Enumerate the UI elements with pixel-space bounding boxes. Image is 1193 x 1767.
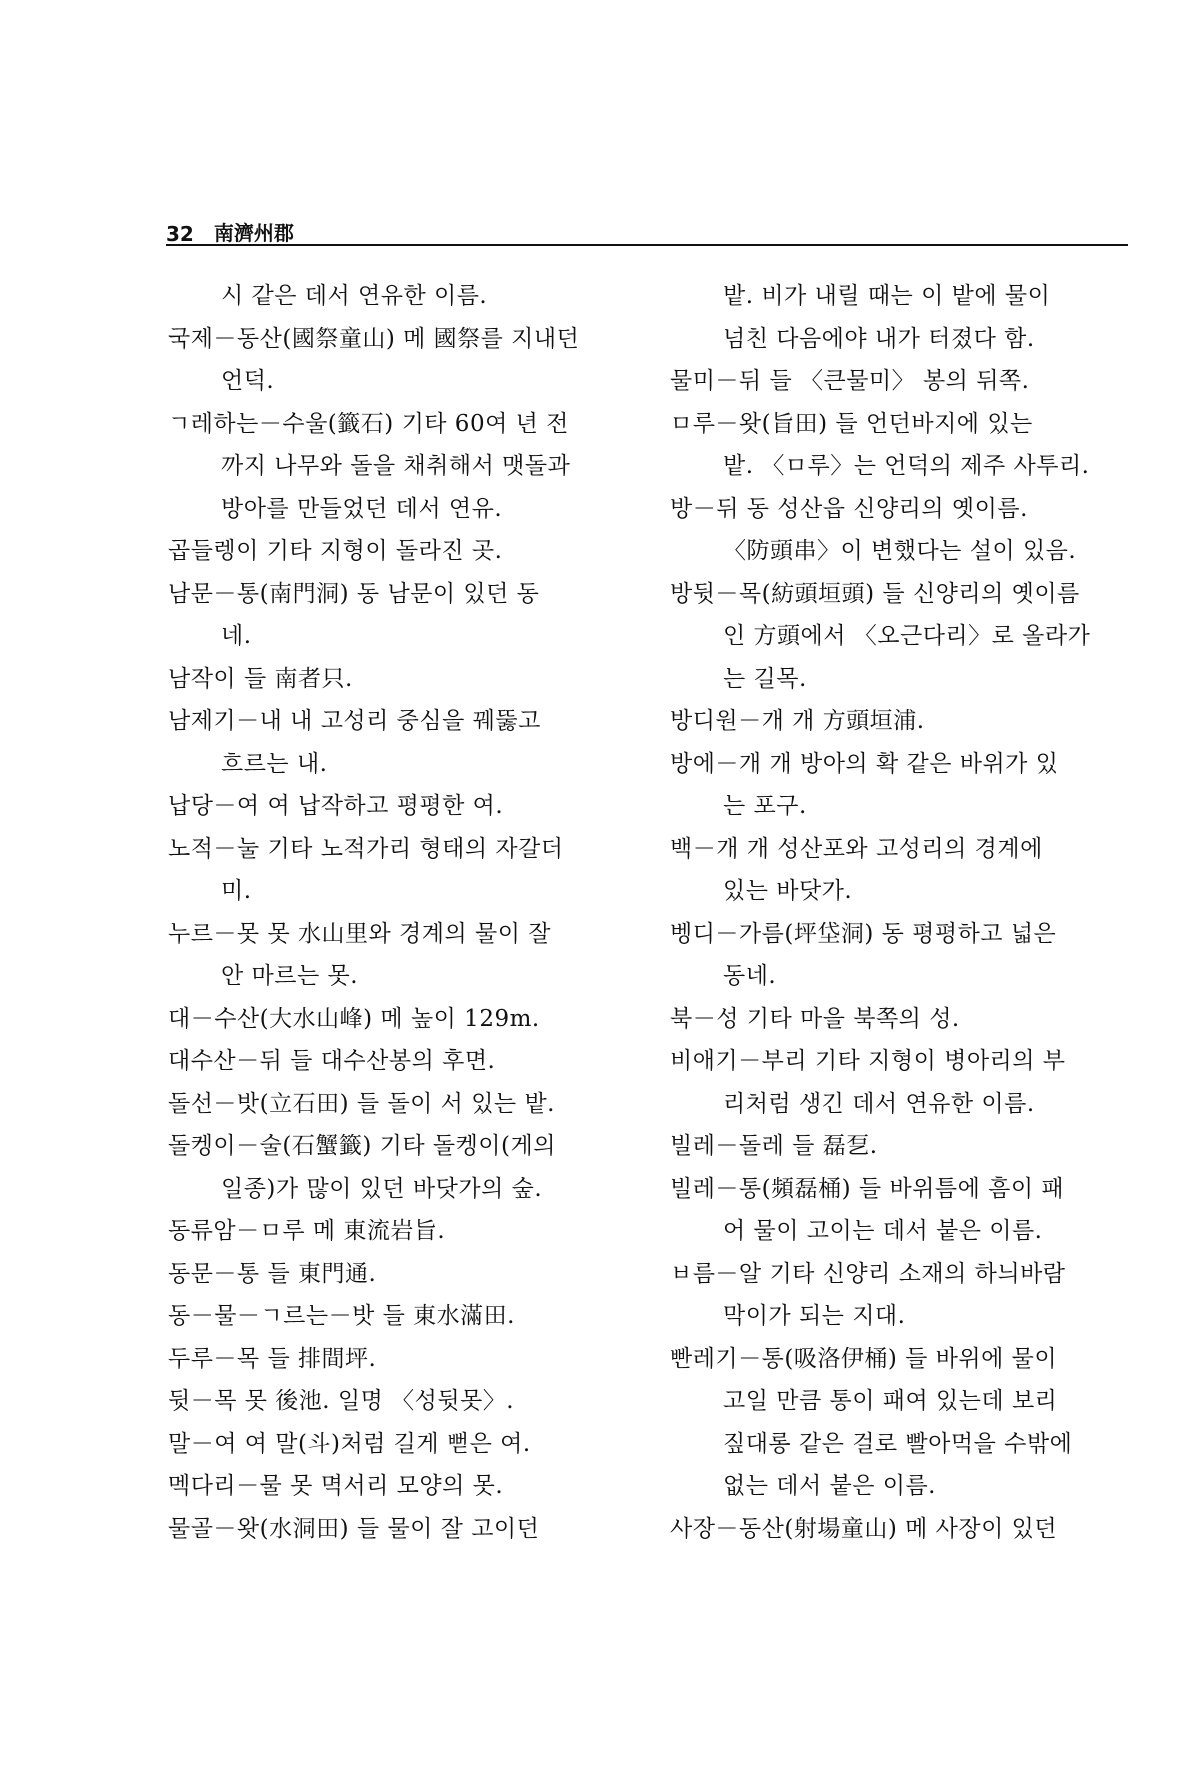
entry-line: 동문－통 들 東門通. bbox=[168, 1260, 377, 1287]
entry-line: 시 같은 데서 연유한 이름. bbox=[221, 283, 488, 309]
entry-line: 백－개 개 성산포와 고성리의 경계에 bbox=[670, 835, 1043, 862]
running-title: 南濟州郡 bbox=[213, 221, 294, 245]
entry-line: 국제－동산(國祭童山) 메 國祭를 지내던 bbox=[168, 325, 580, 352]
entry-line: 동－물－ㄱ르는－밧 들 東水滿田. bbox=[168, 1303, 515, 1329]
entry-line: 남문－통(南門洞) 동 남문이 있던 동 bbox=[168, 580, 540, 607]
entry-line: 남제기－내 내 고성리 중심을 꿰뚫고 bbox=[168, 708, 541, 734]
entry-line: 미. bbox=[221, 878, 252, 904]
entry-line: 방아를 만들었던 데서 연유. bbox=[221, 495, 503, 522]
entry-line: 짚대롱 같은 걸로 빨아먹을 수밖에 bbox=[723, 1430, 1073, 1457]
page-header bbox=[166, 210, 1128, 246]
entry-line: 비애기－부리 기타 지형이 병아리의 부 bbox=[670, 1048, 1066, 1074]
entry-line: 방에－개 개 방아의 확 같은 바위가 있 bbox=[670, 750, 1059, 777]
entry-line: 사장－동산(射場童山) 메 사장이 있던 bbox=[670, 1515, 1058, 1542]
entry-line: 흐르는 내. bbox=[221, 750, 328, 777]
entry-line: 방디원－개 개 方頭垣浦. bbox=[670, 708, 925, 734]
entry-line: 동류암－ㅁ루 메 東流岩旨. bbox=[168, 1218, 446, 1244]
entry-line: 대수산－뒤 들 대수산봉의 후면. bbox=[168, 1048, 496, 1074]
entry-line: 방－뒤 동 성산읍 신양리의 옛이름. bbox=[670, 495, 1028, 522]
entry-line: 빌레－돌레 들 磊乭. bbox=[670, 1133, 878, 1159]
entry-line: 밭. 〈ㅁ루〉는 언덕의 제주 사투리. bbox=[723, 453, 1090, 479]
entry-line: 방뒷－목(紡頭垣頭) 들 신양리의 옛이름 bbox=[670, 580, 1080, 607]
entry-line: 벵디－가름(坪垈洞) 동 평평하고 넓은 bbox=[670, 920, 1057, 947]
entry-line: 언덕. bbox=[221, 368, 275, 394]
entry-line: 어 물이 고이는 데서 붙은 이름. bbox=[723, 1218, 1043, 1244]
entry-line: 안 마르는 못. bbox=[221, 963, 359, 989]
entry-line: 일종)가 많이 있던 바닷가의 숲. bbox=[221, 1175, 543, 1202]
right-column bbox=[670, 275, 1112, 1550]
entry-line: 고일 만큼 통이 패여 있는데 보리 bbox=[723, 1388, 1058, 1414]
entry-line: 물미－뒤 들 〈큰물미〉 봉의 뒤쪽. bbox=[670, 368, 1030, 394]
entry-line: 없는 데서 붙은 이름. bbox=[723, 1473, 936, 1499]
page-number: 32 bbox=[166, 222, 194, 246]
entry-line: 대－수산(大水山峰) 메 높이 129m. bbox=[168, 1005, 540, 1032]
entry-line: 는 포구. bbox=[723, 793, 807, 819]
entry-line: 막이가 되는 지대. bbox=[723, 1303, 906, 1329]
entry-line: 납당－여 여 납작하고 평평한 여. bbox=[168, 793, 504, 819]
entry-line: 곱들렝이 기타 지형이 돌라진 곳. bbox=[168, 538, 503, 564]
entry-line: 밭. 비가 내릴 때는 이 밭에 물이 bbox=[723, 283, 1051, 309]
header-rule bbox=[166, 244, 1128, 246]
entry-line: 까지 나무와 돌을 채취해서 맷돌과 bbox=[221, 453, 571, 479]
entry-line: 는 길목. bbox=[723, 665, 807, 692]
entry-line: 넘친 다음에야 내가 터졌다 함. bbox=[723, 325, 1035, 352]
entry-line: 돌켕이－술(石蟹籤) 기타 돌켕이(게의 bbox=[168, 1133, 556, 1159]
entry-line: 말－여 여 말(斗)처럼 길게 뻗은 여. bbox=[168, 1430, 531, 1457]
entry-line: 〈防頭串〉이 변했다는 설이 있음. bbox=[723, 538, 1077, 564]
entry-line: 북－성 기타 마을 북쪽의 성. bbox=[670, 1005, 960, 1032]
entry-line: ㅁ루－왓(旨田) 들 언던바지에 있는 bbox=[670, 410, 1033, 437]
entry-line: ㄱ레하는－수울(籤石) 기타 60여 년 전 bbox=[168, 410, 569, 437]
entry-line: 노적－눌 기타 노적가리 형태의 자갈더 bbox=[168, 835, 564, 862]
entry-line: 두루－목 들 排間坪. bbox=[168, 1345, 377, 1372]
entry-line: 돌선－밧(立石田) 들 돌이 서 있는 밭. bbox=[168, 1090, 555, 1117]
entry-line: 있는 바닷가. bbox=[723, 878, 853, 904]
entry-line: 동네. bbox=[723, 963, 777, 989]
entry-line: 빌레－통(頻磊桶) 들 바위틈에 흠이 패 bbox=[670, 1175, 1065, 1202]
entry-line: ㅂ름－알 기타 신양리 소재의 하늬바람 bbox=[670, 1260, 1066, 1287]
entry-line: 멕다리－물 못 멱서리 모양의 못. bbox=[168, 1473, 504, 1499]
entry-line: 물골－왓(水洞田) 들 물이 잘 고이던 bbox=[168, 1515, 540, 1542]
entry-line: 리처럼 생긴 데서 연유한 이름. bbox=[723, 1090, 1035, 1117]
entry-line: 뒷－목 못 後池. 일명 〈성뒷못〉. bbox=[168, 1388, 515, 1414]
entry-line: 인 方頭에서 〈오근다리〉로 올라가 bbox=[723, 623, 1091, 649]
entry-line: 누르－못 못 水山里와 경계의 물이 잘 bbox=[168, 920, 551, 947]
entry-line: 네. bbox=[221, 623, 252, 649]
left-column bbox=[168, 275, 610, 1550]
entry-line: 남작이 들 南者只. bbox=[168, 665, 353, 692]
entry-line: 빤레기－통(吸洛伊桶) 들 바위에 물이 bbox=[670, 1345, 1058, 1372]
